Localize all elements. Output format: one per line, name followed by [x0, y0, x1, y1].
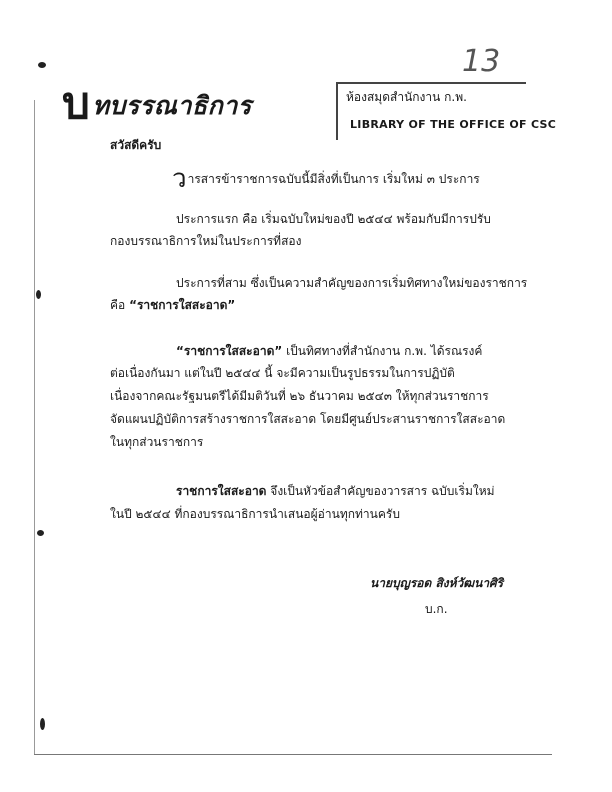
library-stamp [336, 82, 557, 140]
scan-speck [36, 290, 41, 299]
page-title [62, 68, 252, 138]
paragraph-4-line-3: เนื่องจากคณะรัฐมนตรีได้มีมติวันที่ ๒๖ ธันวาคม ๒๕๔๓ ให้ทุกส่วนราชการ [110, 389, 489, 403]
paragraph-3-line-2 [110, 294, 235, 316]
paragraph-4-line-5: ในทุกส่วนราชการ [110, 435, 204, 449]
signature-title: บ.ก. [425, 602, 448, 616]
scan-speck [38, 62, 46, 68]
page-title-initial: บ [62, 78, 91, 129]
paragraph-3-emphasis: “ราชการใสสะอาด” [129, 298, 236, 312]
library-stamp-thai: ห้องสมุดสำนักงาน ก.พ. [346, 90, 467, 104]
paragraph-4-line-2: ต่อเนื่องกันมา แต่ในปี ๒๕๔๔ นี้ จะมีความเป็นรูปธรรมในการปฏิบัติ [110, 366, 455, 380]
drop-cap: ว [172, 164, 187, 194]
scan-speck [37, 530, 44, 536]
paragraph-1 [172, 164, 480, 194]
paragraph-2-line-1: ประการแรก คือ เริ่มฉบับใหม่ของปี ๒๕๔๔ พร้อมกับมีการปรับ [176, 212, 491, 226]
paragraph-4-line-4: จัดแผนปฏิบัติการสร้างราชการใสสะอาด โดยมีศูนย์ประสานราชการใสสะอาด [110, 412, 506, 426]
signature-name: นายบุญรอด สิงห์วัฒนาศิริ [370, 576, 504, 590]
paragraph-4-line-1 [176, 340, 482, 362]
paragraph-5-emphasis: ราชการใสสะอาด [176, 484, 267, 498]
paragraph-4-line-1-rest: เป็นทิศทางที่สำนักงาน ก.พ. ได้รณรงค์ [282, 344, 483, 358]
paragraph-1-text: ารสารข้าราชการฉบับนี้มีสิ่งที่เป็นการ เริ่มใหม่ ๓ ประการ [187, 172, 480, 186]
page-title-rest: ทบรรณาธิการ [92, 91, 252, 120]
paragraph-5-line-1-rest: จึงเป็นหัวข้อสำคัญของวารสาร ฉบับเริ่มใหม่ [266, 484, 495, 498]
paragraph-3-line-1: ประการที่สาม ซึ่งเป็นความสำคัญของการเริ่มทิศทางใหม่ของราชการ [176, 276, 528, 290]
paragraph-3-prefix: คือ [110, 298, 130, 312]
frame-left-line [34, 100, 35, 754]
library-stamp-english: LIBRARY OF THE OFFICE OF CSC [350, 118, 557, 131]
paragraph-4-emphasis: “ราชการใสสะอาด” [176, 344, 283, 358]
paragraph-5-line-2: ในปี ๒๕๔๔ ที่กองบรรณาธิการนำเสนอผู้อ่านทุกท่านครับ [110, 507, 400, 521]
paragraph-5-line-1 [176, 480, 495, 502]
page-number: 13 [462, 44, 501, 79]
greeting: สวัสดีครับ [110, 138, 162, 152]
scan-speck [40, 718, 45, 730]
frame-bottom-line [34, 754, 552, 755]
paragraph-2-line-2: กองบรรณาธิการใหม่ในประการที่สอง [110, 234, 302, 248]
